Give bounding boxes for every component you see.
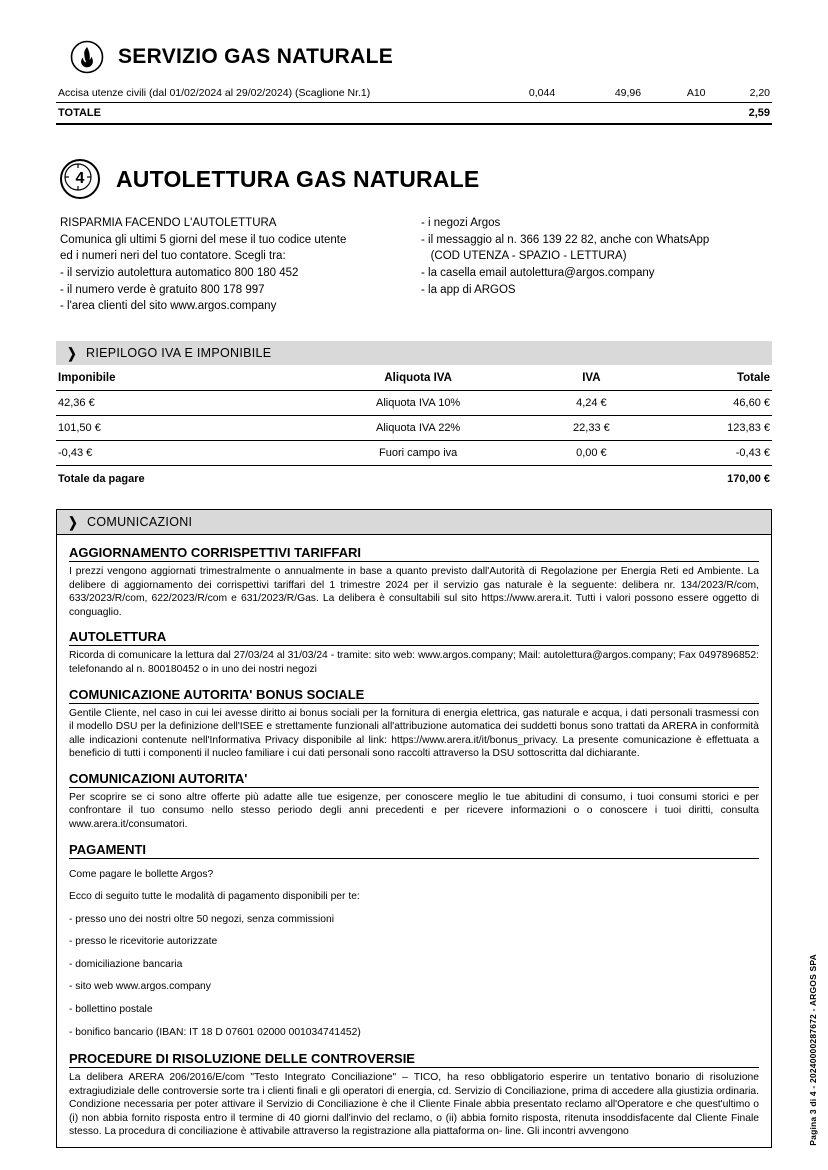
gas-tariff-table — [56, 84, 772, 125]
table-row — [56, 84, 772, 103]
comm-paragraph: Per scoprire se ci sono altre offerte più adatte alle tue esigenze, per conoscere meglio le tue abitudini di consumo, i tuoi consumi storici e per confrontare il tuo consumo nello stesso periodo degli anni precedenti e per ricevere informazioni o o conoscere i tuoi diritti, consulta www.arera.it/consumatori. — [69, 791, 759, 830]
comm-heading: AGGIORNAMENTO CORRISPETTIVI TARIFFARI — [69, 545, 759, 562]
comm-paragraph: Gentile Cliente, nel caso in cui lei avesse diritto ai bonus sociali per la fornitura di energia elettrica, gas naturale e acqua, i dati personali trasmessi con il modello DSU per la definizione dell'ISEE e strettamente funzionali all'attribuzione automatica dei suddetti bonus sono trattati da ARERA in conformità alle indicazioni contenute nell'Informativa Privacy disponibile al link: https://www.arera.it/it/bonus_privacy. La presente comunicazione è effettuata a beneficio di tutti i componenti il nucleo familiare i cui dati personali sono raccolti attraverso la DSU sottoscritta dal dichiarante. — [69, 707, 759, 760]
iva-col-iva: IVA — [537, 365, 646, 391]
comm-heading: PROCEDURE DI RISOLUZIONE DELLE CONTROVERSIE — [69, 1051, 759, 1068]
autolettura-title: AUTOLETTURA GAS NATURALE — [116, 165, 480, 192]
iva-iva: 4,24 € — [537, 391, 646, 416]
gas-service-header — [70, 40, 772, 74]
tariff-value-2: 49,96 — [557, 84, 643, 103]
iva-grand-total-row — [56, 466, 772, 492]
chevron-right-icon: ❯ — [67, 344, 77, 361]
comm-paragraph: - domiciliazione bancaria — [69, 958, 183, 970]
iva-summary-band — [56, 341, 772, 365]
tariff-value-4: 2,20 — [708, 84, 772, 103]
comunicazioni-content — [57, 535, 771, 1139]
autolettura-line: - il numero verde è gratuito 800 178 997 — [60, 283, 265, 296]
table-row — [56, 441, 772, 466]
autolettura-header — [60, 159, 772, 199]
autolettura-line: - il messaggio al n. 366 139 22 82, anche con WhatsApp — [421, 233, 710, 246]
comm-heading: COMUNICAZIONI AUTORITA' — [69, 771, 759, 788]
autolettura-left-column — [60, 215, 421, 315]
autolettura-line: - la app di ARGOS — [421, 283, 516, 296]
comm-paragraph: Ecco di seguito tutte le modalità di pagamento disponibili per te: — [69, 891, 360, 903]
gas-total-value: 2,59 — [708, 103, 772, 125]
iva-summary-table — [56, 365, 772, 491]
comm-paragraph: - sito web www.argos.company — [69, 981, 211, 993]
comunicazioni-title: COMUNICAZIONI — [87, 515, 193, 530]
iva-grand-value: 170,00 € — [727, 473, 770, 486]
comm-paragraph: - bonifico bancario (IBAN: IT 18 D 07601 02000 001034741452) — [69, 1026, 361, 1038]
comm-heading: PAGAMENTI — [69, 842, 759, 859]
autolettura-body — [56, 215, 772, 315]
tariff-description: Accisa utenze civili (dal 01/02/2024 al 29/02/2024) (Scaglione Nr.1) — [56, 84, 471, 103]
iva-iva: 0,00 € — [537, 441, 646, 466]
comm-paragraph: I prezzi vengono aggiornati trimestralmente o annualmente in base a quanto previsto dall'Autorità di Regolazione per Energia Reti ed Ambiente. La delibere di aggiornamento dei corrispettivi tariffari del 1 trimestre 2024 per il servizio gas naturale è la seguente: delibera nr. 134/2023/R/com, 633/2023/R/com, 622/2023/R/com e 631/2023/R/Gas. La delibera è consultabili sul sito https://www.arera.it. Tutti i valori possono essere oggetto di conguaglio. — [69, 566, 759, 618]
iva-imponibile: 101,50 € — [56, 416, 300, 441]
comm-heading: AUTOLETTURA — [69, 629, 759, 646]
iva-header-row — [56, 365, 772, 391]
comm-heading: COMUNICAZIONE AUTORITA' BONUS SOCIALE — [69, 687, 759, 704]
iva-col-imponibile: Imponibile — [56, 365, 300, 391]
comm-paragraph: Ricorda di comunicare la lettura dal 27/03/24 al 31/03/24 - tramite: sito web: www.argos.company; Mail: autolettura@argos.company; Fax 0497896852: telefonando al n. 800180452 o in uno dei nostri negozi — [69, 650, 759, 675]
autolettura-line: Comunica gli ultimi 5 giorni del mese il tuo codice utente — [60, 233, 347, 246]
page-footer-note: Pagina 3 di 4 - 20240000287672 - ARGOS SPA — [808, 954, 818, 1146]
iva-summary-title: RIEPILOGO IVA E IMPONIBILE — [86, 346, 272, 361]
chevron-right-icon: ❯ — [68, 513, 78, 530]
iva-aliquota: Aliquota IVA 22% — [300, 416, 537, 441]
meter-dial-value: 4 — [75, 170, 85, 187]
iva-grand-label: Totale da pagare — [58, 473, 145, 486]
autolettura-line: - l'area clienti del sito www.argos.company — [60, 300, 277, 313]
gas-service-title: SERVIZIO GAS NATURALE — [118, 45, 394, 68]
table-row — [56, 391, 772, 416]
iva-totale: 123,83 € — [646, 416, 772, 441]
autolettura-line: - la casella email autolettura@argos.company — [421, 267, 655, 280]
tariff-value-1: 0,044 — [471, 84, 557, 103]
iva-imponibile: -0,43 € — [56, 441, 300, 466]
flame-icon — [70, 40, 104, 74]
iva-aliquota: Aliquota IVA 10% — [300, 391, 537, 416]
meter-dial-icon — [60, 159, 100, 199]
comm-paragraph: - presso uno dei nostri oltre 50 negozi, senza commissioni — [69, 913, 334, 925]
comunicazioni-band — [57, 510, 771, 535]
iva-imponibile: 42,36 € — [56, 391, 300, 416]
iva-totale: 46,60 € — [646, 391, 772, 416]
autolettura-line: RISPARMIA FACENDO L'AUTOLETTURA — [60, 217, 277, 229]
comunicazioni-box — [56, 509, 772, 1148]
iva-col-totale: Totale — [646, 365, 772, 391]
comm-paragraph: - bollettino postale — [69, 1004, 153, 1016]
autolettura-line: (COD UTENZA - SPAZIO - LETTURA) — [421, 250, 627, 263]
comm-paragraph: - presso le ricevitorie autorizzate — [69, 936, 218, 948]
tariff-value-3: A10 — [643, 84, 707, 103]
iva-totale: -0,43 € — [646, 441, 772, 466]
iva-iva: 22,33 € — [537, 416, 646, 441]
table-row — [56, 416, 772, 441]
autolettura-line: - i negozi Argos — [421, 217, 501, 229]
gas-total-row — [56, 103, 772, 125]
iva-col-aliquota: Aliquota IVA — [300, 365, 537, 391]
autolettura-line: ed i numeri neri del tuo contatore. Scegli tra: — [60, 250, 286, 263]
iva-aliquota: Fuori campo iva — [300, 441, 537, 466]
comm-paragraph: Come pagare le bollette Argos? — [69, 868, 214, 880]
comm-paragraph: La delibera ARERA 206/2016/E/com "Testo Integrato Conciliazione" – TICO, ha reso obbligatorio esperire un tentativo bonario di risoluzione extragiudiziale delle controversie sorte tra i clienti finali e gli operatori di energia, cd. Servizio di Conciliazione, prima di accedere alla giustizia ordinaria. Condizione necessaria per poter attivare il Servizio di Conciliazione è che il Cliente Finale abbia presentato reclamo all'Operatore e che quest'ultimo o (i) non abbia fornito risposta entro il termine di 40 giorni dall'invio del reclamo, o (ii) abbia fornito risposta, ritenuta insoddisfacente dal Cliente Finale stesso. La procedura di conciliazione è attivabile attraverso la registrazione alla piattaforma on- line. Gli incontri avvengono — [69, 1072, 759, 1138]
autolettura-line: - il servizio autolettura automatico 800 180 452 — [60, 267, 299, 280]
gas-total-label: TOTALE — [56, 103, 471, 125]
autolettura-right-column — [421, 215, 772, 315]
